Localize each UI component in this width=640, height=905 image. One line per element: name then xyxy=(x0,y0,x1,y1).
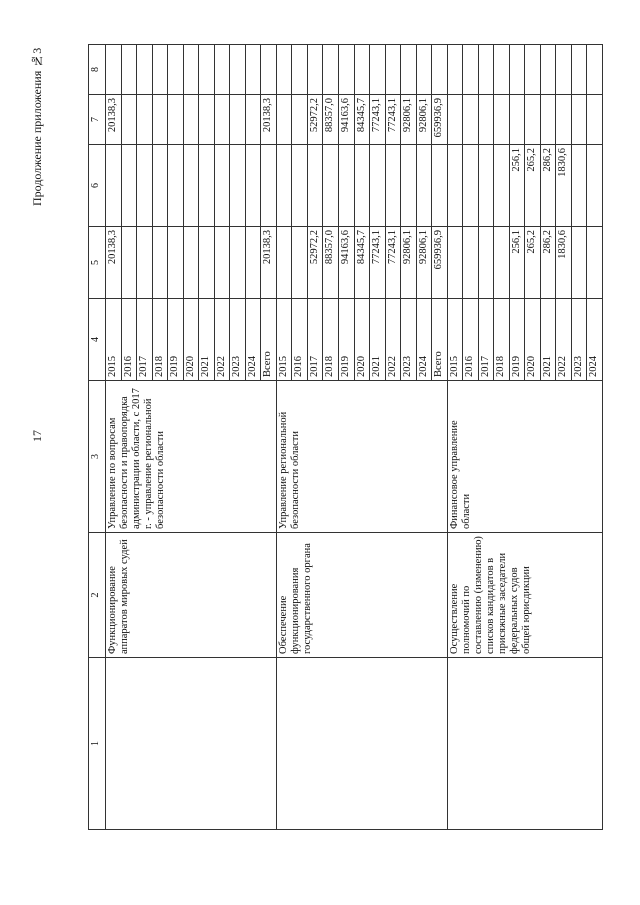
total-cell xyxy=(152,227,168,299)
regional-cell: 77243,1 xyxy=(370,95,386,145)
year-cell: 2024 xyxy=(245,299,261,381)
federal-cell xyxy=(230,145,246,227)
total-cell xyxy=(478,227,494,299)
federal-cell xyxy=(571,145,587,227)
table-row xyxy=(106,45,122,830)
year-cell: 2017 xyxy=(307,299,323,381)
local-cell xyxy=(354,45,370,95)
year-cell: 2020 xyxy=(183,299,199,381)
federal-cell xyxy=(152,145,168,227)
regional-cell: 84345,7 xyxy=(354,95,370,145)
federal-cell xyxy=(292,145,308,227)
federal-cell xyxy=(307,145,323,227)
table-row xyxy=(276,45,292,830)
regional-cell xyxy=(152,95,168,145)
federal-cell xyxy=(478,145,494,227)
total-cell xyxy=(463,227,479,299)
total-cell xyxy=(276,227,292,299)
total-cell xyxy=(168,227,184,299)
regional-cell xyxy=(463,95,479,145)
total-cell: 94163,6 xyxy=(338,227,354,299)
local-cell xyxy=(168,45,184,95)
federal-cell xyxy=(276,145,292,227)
year-cell: 2021 xyxy=(199,299,215,381)
column-header: 4 xyxy=(89,299,106,381)
regional-cell xyxy=(509,95,525,145)
federal-cell xyxy=(432,145,448,227)
total-cell: 286,2 xyxy=(540,227,556,299)
regional-cell xyxy=(214,95,230,145)
rotated-table-wrapper xyxy=(88,45,603,830)
page-number: 17 xyxy=(30,430,44,442)
regional-cell xyxy=(556,95,572,145)
federal-cell xyxy=(245,145,261,227)
federal-cell xyxy=(121,145,137,227)
year-cell: 2018 xyxy=(152,299,168,381)
executor-cell: Финансовое управление области xyxy=(447,381,602,533)
total-cell xyxy=(183,227,199,299)
column-header: 5 xyxy=(89,227,106,299)
executor-cell: Управление региональной безопасности области xyxy=(276,381,447,533)
local-cell xyxy=(571,45,587,95)
federal-cell xyxy=(370,145,386,227)
federal-cell xyxy=(401,145,417,227)
regional-cell: 20138,3 xyxy=(261,95,277,145)
federal-cell: 265,2 xyxy=(525,145,541,227)
year-cell: 2016 xyxy=(463,299,479,381)
year-cell: 2024 xyxy=(416,299,432,381)
local-cell xyxy=(261,45,277,95)
total-cell: 92806,1 xyxy=(401,227,417,299)
total-cell: 265,2 xyxy=(525,227,541,299)
federal-cell: 1830,6 xyxy=(556,145,572,227)
regional-cell xyxy=(540,95,556,145)
year-cell: 2023 xyxy=(571,299,587,381)
year-cell: Всего xyxy=(432,299,448,381)
local-cell xyxy=(245,45,261,95)
regional-cell: 88357,0 xyxy=(323,95,339,145)
regional-cell xyxy=(525,95,541,145)
local-cell xyxy=(432,45,448,95)
regional-cell xyxy=(245,95,261,145)
federal-cell xyxy=(494,145,510,227)
column-header: 8 xyxy=(89,45,106,95)
table-body xyxy=(106,45,603,830)
table-row xyxy=(447,45,463,830)
column-header: 7 xyxy=(89,95,106,145)
federal-cell xyxy=(168,145,184,227)
column-header: 3 xyxy=(89,381,106,533)
local-cell xyxy=(525,45,541,95)
local-cell xyxy=(276,45,292,95)
total-cell: 20138,3 xyxy=(106,227,122,299)
total-cell xyxy=(447,227,463,299)
year-cell: 2017 xyxy=(137,299,153,381)
budget-table xyxy=(88,44,603,830)
regional-cell: 77243,1 xyxy=(385,95,401,145)
year-cell: 2018 xyxy=(494,299,510,381)
year-cell: 2016 xyxy=(292,299,308,381)
year-cell: 2015 xyxy=(106,299,122,381)
total-cell xyxy=(494,227,510,299)
regional-cell xyxy=(168,95,184,145)
federal-cell xyxy=(183,145,199,227)
year-cell: 2015 xyxy=(447,299,463,381)
federal-cell xyxy=(587,145,603,227)
local-cell xyxy=(416,45,432,95)
regional-cell: 92806,1 xyxy=(401,95,417,145)
federal-cell xyxy=(416,145,432,227)
federal-cell: 286,2 xyxy=(540,145,556,227)
local-cell xyxy=(385,45,401,95)
federal-cell xyxy=(385,145,401,227)
year-cell: 2019 xyxy=(509,299,525,381)
federal-cell: 256,1 xyxy=(509,145,525,227)
local-cell xyxy=(338,45,354,95)
regional-cell xyxy=(478,95,494,145)
regional-cell xyxy=(199,95,215,145)
regional-cell xyxy=(121,95,137,145)
regional-cell xyxy=(137,95,153,145)
regional-cell xyxy=(571,95,587,145)
federal-cell xyxy=(214,145,230,227)
total-cell: 1830,6 xyxy=(556,227,572,299)
federal-cell xyxy=(137,145,153,227)
total-cell xyxy=(587,227,603,299)
column-header: 2 xyxy=(89,533,106,658)
total-cell: 92806,1 xyxy=(416,227,432,299)
year-cell: 2019 xyxy=(168,299,184,381)
federal-cell xyxy=(323,145,339,227)
row-number-cell xyxy=(447,658,602,830)
column-header: 6 xyxy=(89,145,106,227)
local-cell xyxy=(307,45,323,95)
column-header: 1 xyxy=(89,658,106,830)
total-cell xyxy=(245,227,261,299)
row-number-cell xyxy=(276,658,447,830)
measure-name-cell: Обеспечение функционирования государственного органа xyxy=(276,533,447,658)
year-cell: 2024 xyxy=(587,299,603,381)
local-cell xyxy=(540,45,556,95)
regional-cell: 94163,6 xyxy=(338,95,354,145)
local-cell xyxy=(447,45,463,95)
local-cell xyxy=(370,45,386,95)
year-cell: 2015 xyxy=(276,299,292,381)
local-cell xyxy=(463,45,479,95)
year-cell: 2023 xyxy=(230,299,246,381)
regional-cell xyxy=(230,95,246,145)
total-cell: 88357,0 xyxy=(323,227,339,299)
total-cell xyxy=(230,227,246,299)
regional-cell: 659936,9 xyxy=(432,95,448,145)
local-cell xyxy=(121,45,137,95)
total-cell xyxy=(137,227,153,299)
total-cell xyxy=(292,227,308,299)
federal-cell xyxy=(463,145,479,227)
local-cell xyxy=(401,45,417,95)
local-cell xyxy=(478,45,494,95)
total-cell: 659936,9 xyxy=(432,227,448,299)
header-row xyxy=(89,45,106,830)
regional-cell xyxy=(276,95,292,145)
regional-cell: 92806,1 xyxy=(416,95,432,145)
year-cell: 2017 xyxy=(478,299,494,381)
executor-cell: Управление по вопросам безопасности и правопорядка администрации области, с 2017 г. - управление региональной безопасности области xyxy=(106,381,277,533)
local-cell xyxy=(214,45,230,95)
year-cell: 2021 xyxy=(370,299,386,381)
total-cell xyxy=(214,227,230,299)
local-cell xyxy=(199,45,215,95)
total-cell: 20138,3 xyxy=(261,227,277,299)
regional-cell: 20138,3 xyxy=(106,95,122,145)
year-cell: 2020 xyxy=(525,299,541,381)
total-cell: 52972,2 xyxy=(307,227,323,299)
appendix-caption: Продолжение приложения №3 xyxy=(30,48,44,207)
year-cell: 2019 xyxy=(338,299,354,381)
regional-cell xyxy=(292,95,308,145)
local-cell xyxy=(509,45,525,95)
year-cell: 2016 xyxy=(121,299,137,381)
local-cell xyxy=(106,45,122,95)
total-cell xyxy=(199,227,215,299)
year-cell: 2020 xyxy=(354,299,370,381)
measure-name-cell: Осуществление полномочий по составлению (изменению) списков кандидатов в присяжные заседатели федеральных судов общей юрисдикции xyxy=(447,533,602,658)
federal-cell xyxy=(199,145,215,227)
local-cell xyxy=(230,45,246,95)
local-cell xyxy=(323,45,339,95)
total-cell: 77243,1 xyxy=(385,227,401,299)
total-cell: 256,1 xyxy=(509,227,525,299)
local-cell xyxy=(152,45,168,95)
local-cell xyxy=(556,45,572,95)
regional-cell xyxy=(447,95,463,145)
federal-cell xyxy=(106,145,122,227)
year-cell: 2022 xyxy=(214,299,230,381)
year-cell: 2018 xyxy=(323,299,339,381)
year-cell: 2021 xyxy=(540,299,556,381)
row-number-cell xyxy=(106,658,277,830)
total-cell: 84345,7 xyxy=(354,227,370,299)
regional-cell xyxy=(587,95,603,145)
local-cell xyxy=(292,45,308,95)
local-cell xyxy=(587,45,603,95)
total-cell: 77243,1 xyxy=(370,227,386,299)
measure-name-cell: Функционирование аппаратов мировых судей xyxy=(106,533,277,658)
federal-cell xyxy=(354,145,370,227)
federal-cell xyxy=(447,145,463,227)
total-cell xyxy=(571,227,587,299)
total-cell xyxy=(121,227,137,299)
local-cell xyxy=(137,45,153,95)
regional-cell xyxy=(183,95,199,145)
year-cell: 2022 xyxy=(385,299,401,381)
local-cell xyxy=(494,45,510,95)
local-cell xyxy=(183,45,199,95)
year-cell: Всего xyxy=(261,299,277,381)
regional-cell xyxy=(494,95,510,145)
year-cell: 2022 xyxy=(556,299,572,381)
federal-cell xyxy=(338,145,354,227)
regional-cell: 52972,2 xyxy=(307,95,323,145)
year-cell: 2023 xyxy=(401,299,417,381)
federal-cell xyxy=(261,145,277,227)
